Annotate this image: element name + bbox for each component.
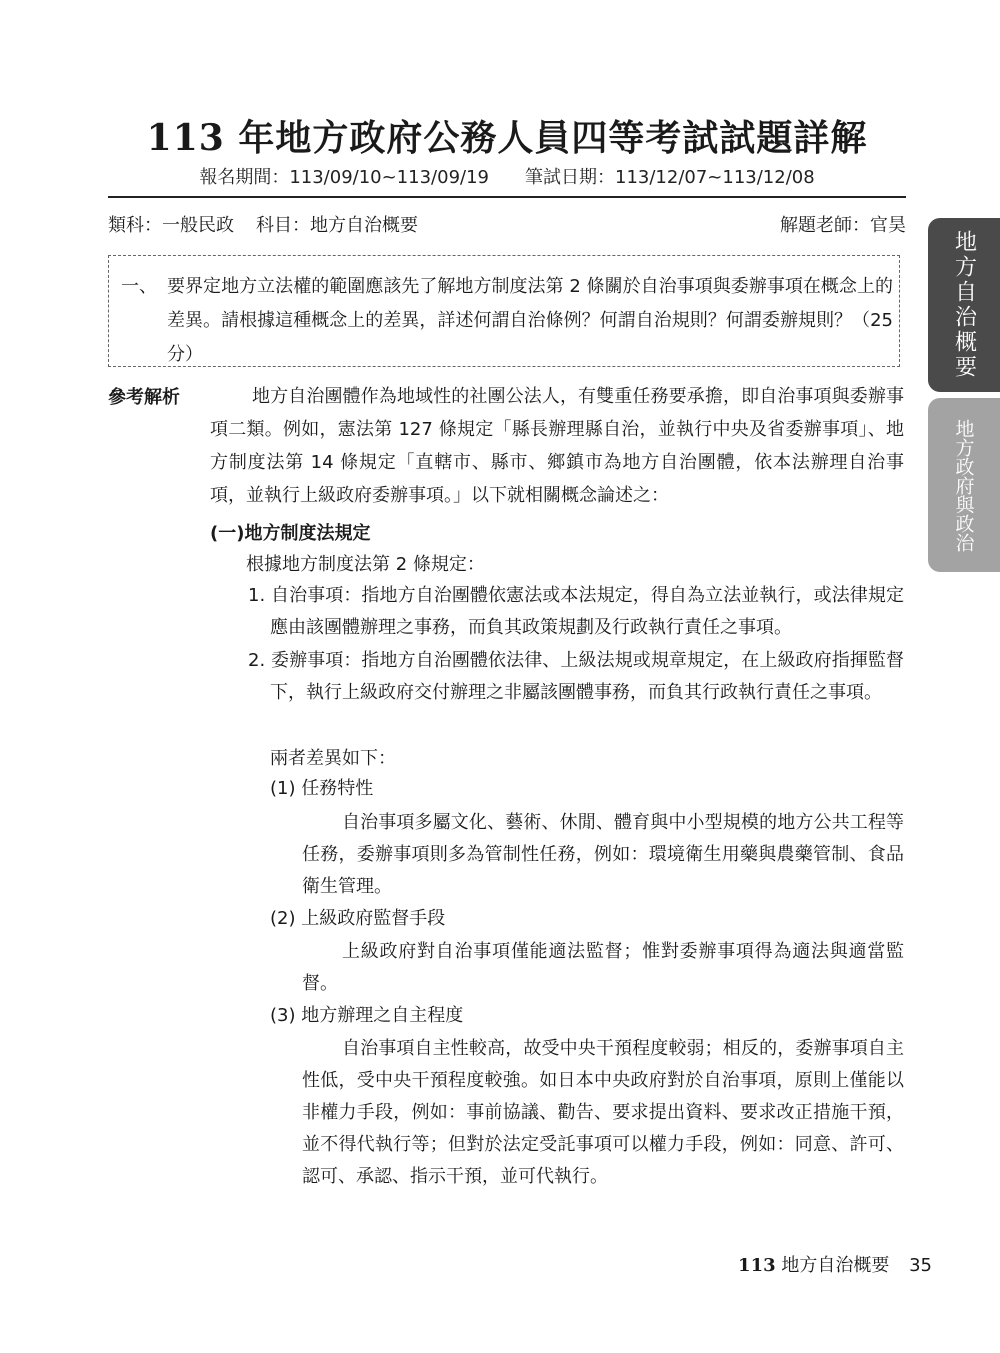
paragraph-autonomy-degree: 自治事項自主性較高，故受中央干預程度較弱；相反的，委辦事項自主性低，受中央干預程度較強。如日本中央政府對於自治事項，原則上僅能以非權力手段，例如：事前協議、勸告、要求提出資料、要求改正措施干預，並不得代執行等；但對於法定受託事項可以權力手段，例如：同意、許可、認可、承認、指示干預，並可代執行。 — [302, 1038, 904, 1187]
page-title: 113 年地方政府公務人員四等考試試題詳解 — [146, 117, 868, 159]
page-number: 35 — [909, 1255, 932, 1276]
question-box — [108, 255, 900, 367]
exam-meta — [108, 212, 906, 240]
header-divider — [108, 196, 906, 198]
question-text: 要界定地方立法權的範圍應該先了解地方制度法第 2 條關於自治事項與委辦事項在概念上的差異。請根據這種概念上的差異，詳述何謂自治條例？何謂自治規則？何謂委辦規則？（25 分） — [167, 276, 893, 365]
exam-date: 筆試日期：113/12/07~113/12/08 — [525, 167, 815, 188]
paragraph-task-nature: 自治事項多屬文化、藝術、休閒、體育與中小型規模的地方公共工程等任務，委辦事項則多為管制性任務，例如：環境衛生用藥與農藥管制、食品衛生管理。 — [302, 812, 904, 897]
answer-label: 參考解析 — [108, 387, 180, 408]
question-number: 一、 — [121, 276, 157, 297]
exam-dates — [108, 164, 906, 192]
teacher: 解題老師：官昊 — [780, 215, 906, 236]
subheading-supervision: (2) 上級政府監督手段 — [270, 908, 446, 929]
subject: 科目：地方自治概要 — [256, 215, 418, 236]
side-tab-local-government: 地方政府與政治 — [928, 398, 1000, 572]
footer-year: 113 — [738, 1255, 776, 1276]
side-tab-local-autonomy: 地方自治概要 — [928, 218, 1000, 392]
section-heading: (一)地方制度法規定 — [210, 523, 371, 544]
category: 類科：一般民政 — [108, 215, 234, 236]
footer-subject: 地方自治概要 — [781, 1255, 890, 1276]
difference-lead: 兩者差異如下： — [270, 748, 396, 769]
list-item-delegated: 2. 委辦事項：指地方自治團體依法律、上級法規或規章規定，在上級政府指揮監督下，執行上級政府交付辦理之非屬該團體事務，而負其行政執行責任之事項。 — [248, 650, 904, 703]
section-lead: 根據地方制度法第 2 條規定： — [246, 554, 485, 575]
subheading-autonomy-degree: (3) 地方辦理之自主程度 — [270, 1005, 464, 1026]
page-footer — [738, 1252, 932, 1280]
subheading-task-nature: (1) 任務特性 — [270, 778, 374, 799]
list-item-self-governance: 1. 自治事項：指地方自治團體依憲法或本法規定，得自為立法並執行，或法律規定應由該團體辦理之事務，而負其政策規劃及行政執行責任之事項。 — [248, 585, 904, 638]
answer-intro: 地方自治團體作為地域性的社團公法人，有雙重任務要承擔，即自治事項與委辦事項二類。例如，憲法第 127 條規定「縣長辦理縣自治，並執行中央及省委辦事項」、地方制度法第 14 條規定「直轄市、縣市、鄉鎮市為地方自治團體，依本法辦理自治事項，並執行上級政府委辦事項。」以下就相關概念論述之： — [210, 386, 904, 506]
paragraph-supervision: 上級政府對自治事項僅能適法監督；惟對委辦事項得為適法與適當監督。 — [302, 941, 904, 994]
registration-period: 報名期間：113/09/10~113/09/19 — [199, 167, 489, 188]
